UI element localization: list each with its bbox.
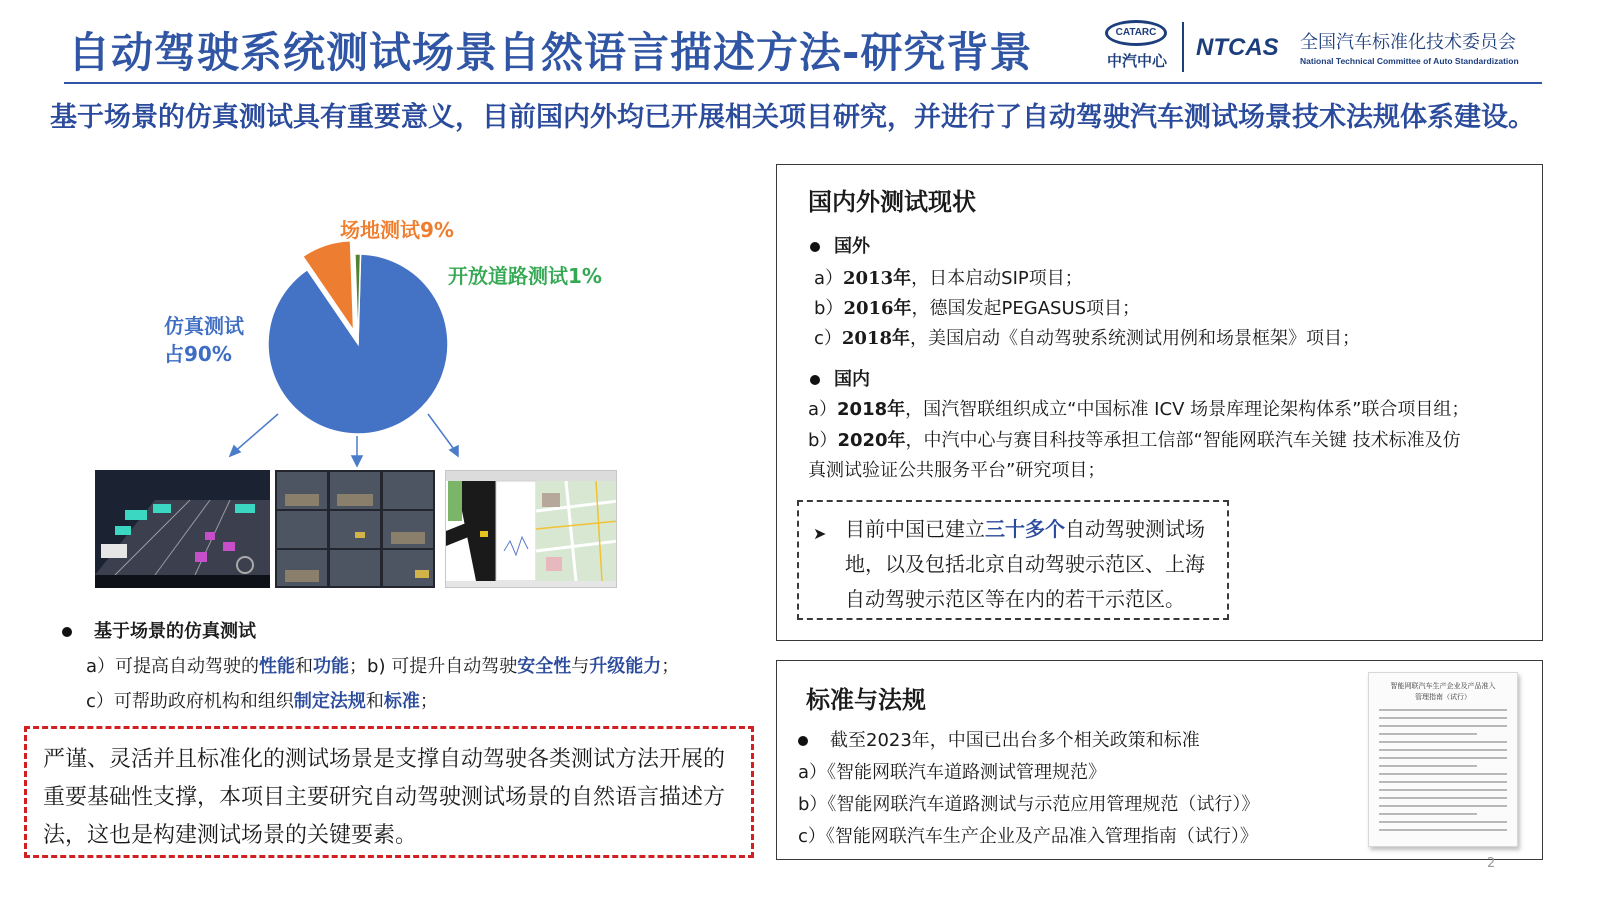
item-year: 2020年 (837, 430, 906, 451)
highlight-performance: 性能 (259, 656, 296, 677)
foreign-heading (810, 232, 870, 258)
domestic-item-b (808, 426, 1461, 452)
foreign-item-a (814, 264, 1083, 290)
arrow-head-3 (450, 446, 458, 456)
pie-label-open-road-test: 开放道路测试1% (448, 264, 602, 288)
domestic-heading-text: 国内 (834, 369, 870, 390)
standards-title: 标准与法规 (806, 686, 926, 714)
item-prefix: a） (814, 268, 844, 289)
arrow-bullet-icon: ➤ (813, 524, 827, 543)
item-text: ，中汽中心与赛目科技等承担工信部“智能网联汽车关键 技术标准及仿 (905, 430, 1461, 451)
text-fragment: ； (419, 691, 438, 712)
arrow-to-shot-3 (428, 414, 456, 452)
text-fragment: ； (661, 656, 680, 677)
item-text: ，美国启动《自动驾驶系统测试用例和场景框架》项目； (910, 328, 1361, 349)
note-line-1 (845, 512, 1213, 547)
note-line-2: 地，以及包括北京自动驾驶示范区、上海 (845, 552, 1205, 576)
simulation-screenshot-map-editor (445, 470, 617, 588)
standard-item-b: b）《智能网联汽车道路测试与示范应用管理规范（试行）》 (798, 794, 1260, 815)
sim-test-benefits-line1 (86, 652, 679, 678)
pie-label-simulation-line1: 仿真测试 (164, 314, 244, 338)
text-fragment: a）可提高自动驾驶的 (86, 656, 260, 677)
foreign-item-c (814, 324, 1360, 350)
simulation-screenshot-camera-grid (275, 470, 435, 588)
item-year: 2013年 (843, 268, 912, 289)
text-fragment: ；b) 可提升自动驾驶 (349, 656, 518, 677)
item-prefix: b） (808, 430, 838, 451)
highlight-count: 三十多个 (985, 517, 1065, 541)
pie-label-simulation-test (164, 312, 244, 368)
text-fragment: 和 (365, 691, 384, 712)
ntcas-logo: NTCAS (1196, 34, 1279, 61)
key-summary-box: 严谨、灵活并且标准化的测试场景是支撑自动驾驶各类测试方法开展的重要基础性支撑，本项目主要研究自动驾驶测试场景的自然语言描述方法，这也是构建测试场景的关键要素。 (24, 726, 754, 858)
pie-label-simulation-line2: 占90% (164, 342, 232, 366)
item-prefix: a） (808, 399, 838, 420)
sim-test-heading (62, 617, 256, 643)
item-year: 2018年 (841, 328, 911, 349)
demo-zone-note-box (797, 500, 1229, 620)
text-fragment: 与 (571, 656, 590, 677)
highlight-safety: 安全性 (517, 656, 572, 677)
bullet-dot (798, 736, 808, 746)
pie-chart (150, 200, 630, 470)
bullet-dot (810, 242, 820, 252)
domestic-item-a (808, 395, 1469, 421)
catarc-logo (1105, 20, 1169, 72)
item-text: ，国汽智联组织成立“中国标准 ICV 场景库理论架构体系”联合项目组； (905, 399, 1470, 420)
standard-document-thumbnail (1368, 672, 1518, 847)
text-fragment: 目前中国已建立 (845, 517, 985, 541)
standards-intro-text: 截至2023年，中国已出台多个相关政策和标准 (830, 730, 1200, 751)
logo-divider (1182, 22, 1184, 72)
highlight-regulations: 制定法规 (293, 691, 366, 712)
arrow-to-shot-1 (232, 414, 278, 454)
sim-test-heading-text: 基于场景的仿真测试 (94, 621, 256, 642)
standards-intro (798, 726, 1200, 752)
item-text: ，日本启动SIP项目； (911, 268, 1083, 289)
domestic-heading (810, 365, 870, 391)
text-fragment: c）可帮助政府机构和组织 (86, 691, 294, 712)
standard-item-a: a）《智能网联汽车道路测试管理规范》 (798, 762, 1107, 783)
item-text: ，德国发起PEGASUS项目； (911, 298, 1141, 319)
highlight-standards: 标准 (383, 691, 420, 712)
doc-title-line1: 智能网联汽车生产企业及产品准入 (1390, 682, 1496, 690)
foreign-item-b (814, 294, 1140, 320)
testing-status-title: 国内外测试现状 (808, 188, 976, 216)
domestic-item-b-cont: 真测试验证公共服务平台”研究项目； (808, 460, 1106, 481)
note-line-3: 自动驾驶示范区等在内的若干示范区。 (845, 587, 1185, 611)
committee-name-en: National Technical Committee of Auto Standardization (1300, 56, 1519, 66)
item-year: 2016年 (843, 298, 912, 319)
item-prefix: c） (814, 328, 842, 349)
sim-test-benefits-line2 (86, 687, 438, 713)
bullet-dot (62, 627, 72, 637)
item-year: 2018年 (837, 399, 906, 420)
catarc-logo-cn: 中汽中心 (1106, 52, 1167, 70)
doc-title-line2: 管理指南（试行） (1415, 693, 1471, 701)
lead-statement: 基于场景的仿真测试具有重要意义，目前国内外均已开展相关项目研究，并进行了自动驾驶汽车测试场景技术法规体系建设。 (50, 102, 1535, 133)
text-fragment: 自动驾驶测试场 (1065, 517, 1205, 541)
standard-item-c: c）《智能网联汽车生产企业及产品准入管理指南（试行）》 (798, 826, 1258, 847)
highlight-upgrade: 升级能力 (589, 656, 662, 677)
page-title: 自动驾驶系统测试场景自然语言描述方法-研究背景 (68, 28, 1033, 77)
highlight-function: 功能 (313, 656, 350, 677)
arrow-head-2 (352, 456, 362, 466)
pie-label-field-test: 场地测试9% (340, 218, 454, 242)
foreign-heading-text: 国外 (834, 236, 870, 257)
committee-name-cn: 全国汽车标准化技术委员会 (1300, 32, 1516, 53)
item-prefix: b） (814, 298, 844, 319)
bullet-dot (810, 375, 820, 385)
bullet (798, 730, 822, 751)
page-number: 2 (1487, 856, 1496, 871)
simulation-screenshot-highway (95, 470, 270, 588)
catarc-logo-mark: CATARC (1105, 20, 1167, 46)
title-divider (64, 82, 1542, 84)
text-fragment: 和 (295, 656, 314, 677)
